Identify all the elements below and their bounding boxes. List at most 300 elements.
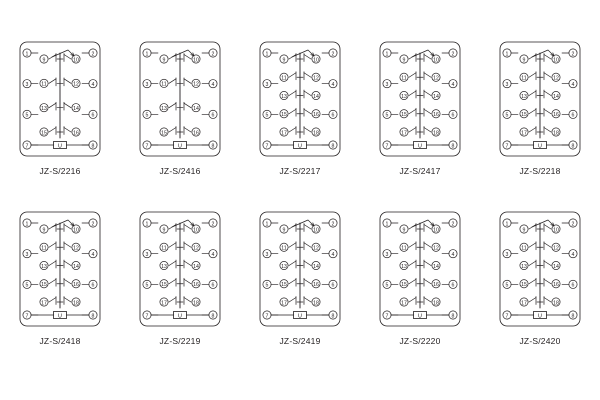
terminal-7 (23, 141, 31, 149)
terminal-6 (329, 280, 337, 288)
svg-text:18: 18 (553, 130, 559, 137)
terminal-12 (432, 73, 440, 81)
terminal-9 (160, 225, 168, 233)
svg-text:4: 4 (331, 81, 335, 88)
terminal-7 (503, 311, 511, 319)
terminal-7 (23, 311, 31, 319)
terminal-8 (209, 311, 217, 319)
terminal-9 (280, 55, 288, 63)
terminal-5 (143, 280, 151, 288)
svg-text:13: 13 (41, 105, 47, 112)
svg-text:3: 3 (265, 251, 269, 258)
svg-text:14: 14 (313, 93, 319, 100)
svg-text:9: 9 (162, 57, 166, 64)
diagram-caption: JZ-S/2219 (159, 336, 201, 346)
coil-label: U (538, 313, 542, 320)
diagram-figure (378, 210, 462, 328)
relay-diagram-JZ-S-2420 (498, 210, 582, 328)
svg-text:12: 12 (73, 81, 79, 88)
svg-text:1: 1 (25, 221, 29, 228)
svg-text:7: 7 (385, 313, 389, 320)
terminal-8 (569, 141, 577, 149)
diagram-caption: JZ-S/2418 (39, 336, 81, 346)
terminal-11 (40, 79, 48, 87)
svg-text:11: 11 (521, 245, 527, 252)
svg-text:18: 18 (433, 300, 439, 307)
terminal-15 (520, 110, 528, 118)
svg-text:15: 15 (401, 282, 407, 289)
terminal-18 (312, 298, 320, 306)
terminal-18 (432, 298, 440, 306)
terminal-14 (552, 261, 560, 269)
terminal-18 (312, 128, 320, 136)
terminal-8 (329, 311, 337, 319)
terminal-14 (552, 91, 560, 99)
relay-diagram-JZ-S-2416 (138, 40, 222, 158)
relay-diagram-JZ-S-2216 (18, 40, 102, 158)
terminal-9 (40, 225, 48, 233)
svg-text:11: 11 (41, 245, 47, 252)
terminal-5 (503, 110, 511, 118)
svg-text:9: 9 (402, 57, 406, 64)
svg-text:17: 17 (281, 130, 287, 137)
svg-text:7: 7 (145, 143, 149, 150)
terminal-17 (160, 298, 168, 306)
svg-text:2: 2 (571, 221, 575, 228)
relay-diagram-JZ-S-2219 (138, 210, 222, 328)
svg-text:8: 8 (211, 313, 215, 320)
diagram-figure (18, 40, 102, 158)
terminal-4 (329, 80, 337, 88)
terminal-8 (569, 311, 577, 319)
svg-text:8: 8 (91, 313, 95, 320)
svg-text:4: 4 (571, 81, 575, 88)
terminal-11 (280, 73, 288, 81)
svg-text:15: 15 (281, 282, 287, 289)
svg-text:2: 2 (451, 51, 455, 58)
svg-text:11: 11 (401, 75, 407, 82)
terminal-6 (449, 280, 457, 288)
svg-text:2: 2 (451, 221, 455, 228)
svg-text:12: 12 (553, 75, 559, 82)
svg-text:15: 15 (401, 112, 407, 119)
svg-text:10: 10 (193, 57, 199, 64)
terminal-7 (143, 141, 151, 149)
terminal-4 (329, 250, 337, 258)
relay-diagram-JZ-S-2218 (498, 40, 582, 158)
svg-text:13: 13 (161, 263, 167, 270)
diagram-caption: JZ-S/2220 (399, 336, 441, 346)
terminal-1 (383, 219, 391, 227)
svg-text:4: 4 (571, 251, 575, 258)
svg-text:14: 14 (193, 105, 199, 112)
terminal-4 (449, 80, 457, 88)
terminal-14 (432, 91, 440, 99)
terminal-16 (312, 110, 320, 118)
terminal-3 (263, 80, 271, 88)
svg-text:18: 18 (313, 300, 319, 307)
diagram-caption: JZ-S/2416 (159, 166, 201, 176)
svg-text:17: 17 (281, 300, 287, 307)
svg-text:9: 9 (42, 57, 46, 64)
terminal-7 (143, 311, 151, 319)
svg-text:8: 8 (571, 313, 575, 320)
svg-text:18: 18 (433, 130, 439, 137)
svg-text:14: 14 (433, 93, 439, 100)
diagram-figure (498, 210, 582, 328)
svg-text:13: 13 (521, 93, 527, 100)
svg-text:17: 17 (161, 300, 167, 307)
terminal-17 (400, 128, 408, 136)
terminal-16 (552, 280, 560, 288)
terminal-9 (520, 55, 528, 63)
terminal-8 (89, 141, 97, 149)
diagram-figure (138, 210, 222, 328)
svg-text:8: 8 (571, 143, 575, 150)
terminal-8 (329, 141, 337, 149)
terminal-12 (552, 73, 560, 81)
svg-text:5: 5 (385, 282, 389, 289)
terminal-4 (89, 250, 97, 258)
terminal-3 (383, 80, 391, 88)
svg-text:6: 6 (211, 282, 215, 289)
coil-label: U (298, 313, 302, 320)
svg-text:17: 17 (521, 300, 527, 307)
svg-text:11: 11 (401, 245, 407, 252)
terminal-10 (312, 225, 320, 233)
svg-text:5: 5 (505, 112, 509, 119)
terminal-8 (209, 141, 217, 149)
terminal-11 (160, 79, 168, 87)
terminal-13 (280, 261, 288, 269)
coil-label: U (58, 143, 62, 150)
svg-text:2: 2 (211, 221, 215, 228)
terminal-13 (160, 261, 168, 269)
terminal-1 (143, 219, 151, 227)
terminal-14 (312, 261, 320, 269)
terminal-5 (263, 280, 271, 288)
svg-text:11: 11 (281, 245, 287, 252)
terminal-16 (72, 128, 80, 136)
svg-text:4: 4 (91, 251, 95, 258)
terminal-6 (569, 110, 577, 118)
terminal-12 (432, 243, 440, 251)
svg-text:16: 16 (433, 112, 439, 119)
svg-text:8: 8 (211, 143, 215, 150)
svg-text:9: 9 (522, 57, 526, 64)
svg-text:9: 9 (42, 227, 46, 234)
svg-text:5: 5 (25, 282, 29, 289)
svg-text:7: 7 (25, 143, 29, 150)
terminal-13 (400, 261, 408, 269)
svg-text:13: 13 (281, 93, 287, 100)
svg-text:16: 16 (313, 112, 319, 119)
terminal-15 (280, 280, 288, 288)
svg-text:13: 13 (41, 263, 47, 270)
svg-text:2: 2 (331, 51, 335, 58)
svg-text:13: 13 (401, 93, 407, 100)
svg-text:15: 15 (281, 112, 287, 119)
terminal-14 (192, 261, 200, 269)
terminal-2 (569, 49, 577, 57)
svg-text:12: 12 (193, 81, 199, 88)
diagram-figure (138, 40, 222, 158)
svg-text:7: 7 (265, 313, 269, 320)
svg-text:14: 14 (313, 263, 319, 270)
svg-text:14: 14 (193, 263, 199, 270)
svg-text:17: 17 (401, 130, 407, 137)
terminal-10 (552, 55, 560, 63)
svg-text:15: 15 (161, 282, 167, 289)
svg-text:13: 13 (401, 263, 407, 270)
svg-text:10: 10 (553, 227, 559, 234)
terminal-6 (449, 110, 457, 118)
diagram-cell (120, 28, 240, 198)
terminal-17 (400, 298, 408, 306)
terminal-7 (263, 311, 271, 319)
svg-text:1: 1 (265, 221, 269, 228)
terminal-18 (72, 298, 80, 306)
svg-text:16: 16 (553, 282, 559, 289)
terminal-10 (192, 225, 200, 233)
svg-text:5: 5 (265, 112, 269, 119)
svg-text:1: 1 (145, 221, 149, 228)
svg-text:14: 14 (73, 105, 79, 112)
svg-text:7: 7 (25, 313, 29, 320)
terminal-1 (263, 219, 271, 227)
relay-diagram-JZ-S-2417 (378, 40, 462, 158)
svg-text:5: 5 (25, 112, 29, 119)
svg-text:1: 1 (385, 221, 389, 228)
terminal-9 (400, 55, 408, 63)
svg-text:5: 5 (145, 282, 149, 289)
terminal-16 (192, 128, 200, 136)
svg-text:5: 5 (145, 112, 149, 119)
svg-text:4: 4 (451, 251, 455, 258)
terminal-16 (552, 110, 560, 118)
svg-text:14: 14 (433, 263, 439, 270)
relay-diagram-JZ-S-2217 (258, 40, 342, 158)
diagram-figure (378, 40, 462, 158)
terminal-8 (449, 311, 457, 319)
terminal-16 (192, 280, 200, 288)
svg-text:10: 10 (73, 57, 79, 64)
terminal-15 (40, 280, 48, 288)
diagram-cell (240, 198, 360, 368)
svg-text:3: 3 (265, 81, 269, 88)
terminal-4 (449, 250, 457, 258)
svg-text:12: 12 (553, 245, 559, 252)
terminal-8 (449, 141, 457, 149)
diagram-cell (0, 28, 120, 198)
coil-label: U (178, 313, 182, 320)
svg-text:1: 1 (25, 51, 29, 58)
svg-text:3: 3 (25, 251, 29, 258)
terminal-1 (503, 49, 511, 57)
terminal-13 (40, 261, 48, 269)
svg-text:9: 9 (522, 227, 526, 234)
coil-label: U (298, 143, 302, 150)
svg-text:12: 12 (313, 245, 319, 252)
svg-text:17: 17 (41, 300, 47, 307)
svg-text:9: 9 (402, 227, 406, 234)
terminal-10 (552, 225, 560, 233)
svg-text:15: 15 (41, 282, 47, 289)
svg-text:9: 9 (282, 227, 286, 234)
svg-text:18: 18 (73, 300, 79, 307)
terminal-3 (143, 80, 151, 88)
diagram-caption: JZ-S/2420 (519, 336, 561, 346)
terminal-5 (23, 280, 31, 288)
terminal-5 (383, 280, 391, 288)
relay-diagram-JZ-S-2419 (258, 210, 342, 328)
svg-text:5: 5 (385, 112, 389, 119)
diagram-caption: JZ-S/2217 (279, 166, 321, 176)
terminal-18 (552, 128, 560, 136)
terminal-10 (432, 225, 440, 233)
terminal-8 (89, 311, 97, 319)
terminal-15 (160, 280, 168, 288)
svg-text:6: 6 (571, 282, 575, 289)
svg-text:8: 8 (451, 143, 455, 150)
terminal-3 (263, 250, 271, 258)
svg-text:9: 9 (282, 57, 286, 64)
svg-text:9: 9 (162, 227, 166, 234)
terminal-15 (400, 280, 408, 288)
svg-text:11: 11 (521, 75, 527, 82)
svg-text:15: 15 (521, 282, 527, 289)
terminal-15 (280, 110, 288, 118)
svg-text:10: 10 (313, 227, 319, 234)
terminal-17 (40, 298, 48, 306)
svg-text:5: 5 (265, 282, 269, 289)
svg-text:14: 14 (73, 263, 79, 270)
terminal-2 (329, 49, 337, 57)
svg-text:1: 1 (265, 51, 269, 58)
svg-text:6: 6 (331, 112, 335, 119)
svg-text:10: 10 (313, 57, 319, 64)
svg-text:12: 12 (193, 245, 199, 252)
svg-text:5: 5 (505, 282, 509, 289)
terminal-9 (400, 225, 408, 233)
terminal-1 (143, 49, 151, 57)
terminal-6 (569, 280, 577, 288)
terminal-4 (209, 80, 217, 88)
terminal-15 (520, 280, 528, 288)
svg-text:6: 6 (211, 112, 215, 119)
svg-text:2: 2 (91, 221, 95, 228)
terminal-1 (383, 49, 391, 57)
terminal-14 (72, 104, 80, 112)
svg-text:15: 15 (161, 130, 167, 137)
svg-text:3: 3 (385, 81, 389, 88)
svg-text:16: 16 (193, 130, 199, 137)
terminal-16 (312, 280, 320, 288)
relay-diagram-JZ-S-2418 (18, 210, 102, 328)
terminal-17 (280, 128, 288, 136)
svg-text:6: 6 (91, 112, 95, 119)
terminal-4 (209, 250, 217, 258)
svg-text:13: 13 (521, 263, 527, 270)
coil-label: U (418, 313, 422, 320)
svg-text:12: 12 (313, 75, 319, 82)
coil-label: U (58, 313, 62, 320)
svg-text:16: 16 (313, 282, 319, 289)
terminal-3 (23, 80, 31, 88)
terminal-11 (520, 73, 528, 81)
svg-text:7: 7 (385, 143, 389, 150)
terminal-7 (383, 141, 391, 149)
terminal-11 (520, 243, 528, 251)
diagram-cell (480, 28, 600, 198)
svg-text:3: 3 (385, 251, 389, 258)
terminal-12 (72, 79, 80, 87)
svg-text:2: 2 (571, 51, 575, 58)
svg-text:7: 7 (145, 313, 149, 320)
svg-text:10: 10 (433, 57, 439, 64)
diagram-caption: JZ-S/2417 (399, 166, 441, 176)
terminal-4 (569, 80, 577, 88)
terminal-11 (40, 243, 48, 251)
terminal-6 (209, 110, 217, 118)
svg-text:10: 10 (433, 227, 439, 234)
svg-text:3: 3 (145, 251, 149, 258)
terminal-5 (263, 110, 271, 118)
terminal-9 (280, 225, 288, 233)
svg-text:13: 13 (161, 105, 167, 112)
svg-text:1: 1 (505, 221, 509, 228)
terminal-3 (23, 250, 31, 258)
terminal-12 (312, 243, 320, 251)
terminal-10 (72, 55, 80, 63)
terminal-10 (72, 225, 80, 233)
svg-text:6: 6 (331, 282, 335, 289)
terminal-16 (432, 110, 440, 118)
terminal-2 (569, 219, 577, 227)
svg-text:4: 4 (211, 251, 215, 258)
diagram-figure (258, 210, 342, 328)
terminal-2 (89, 219, 97, 227)
svg-text:14: 14 (553, 263, 559, 270)
svg-text:4: 4 (211, 81, 215, 88)
diagram-cell (480, 198, 600, 368)
terminal-2 (449, 49, 457, 57)
terminal-7 (383, 311, 391, 319)
svg-text:17: 17 (521, 130, 527, 137)
terminal-10 (312, 55, 320, 63)
diagram-figure (258, 40, 342, 158)
svg-text:16: 16 (73, 282, 79, 289)
terminal-14 (72, 261, 80, 269)
svg-text:8: 8 (331, 143, 335, 150)
svg-text:18: 18 (553, 300, 559, 307)
svg-text:10: 10 (193, 227, 199, 234)
diagram-caption: JZ-S/2218 (519, 166, 561, 176)
terminal-11 (400, 73, 408, 81)
svg-text:11: 11 (281, 75, 287, 82)
svg-text:13: 13 (281, 263, 287, 270)
terminal-6 (89, 280, 97, 288)
svg-text:8: 8 (331, 313, 335, 320)
svg-text:7: 7 (265, 143, 269, 150)
svg-text:7: 7 (505, 143, 509, 150)
terminal-15 (400, 110, 408, 118)
terminal-16 (432, 280, 440, 288)
terminal-5 (503, 280, 511, 288)
terminal-16 (72, 280, 80, 288)
terminal-18 (192, 298, 200, 306)
terminal-3 (143, 250, 151, 258)
